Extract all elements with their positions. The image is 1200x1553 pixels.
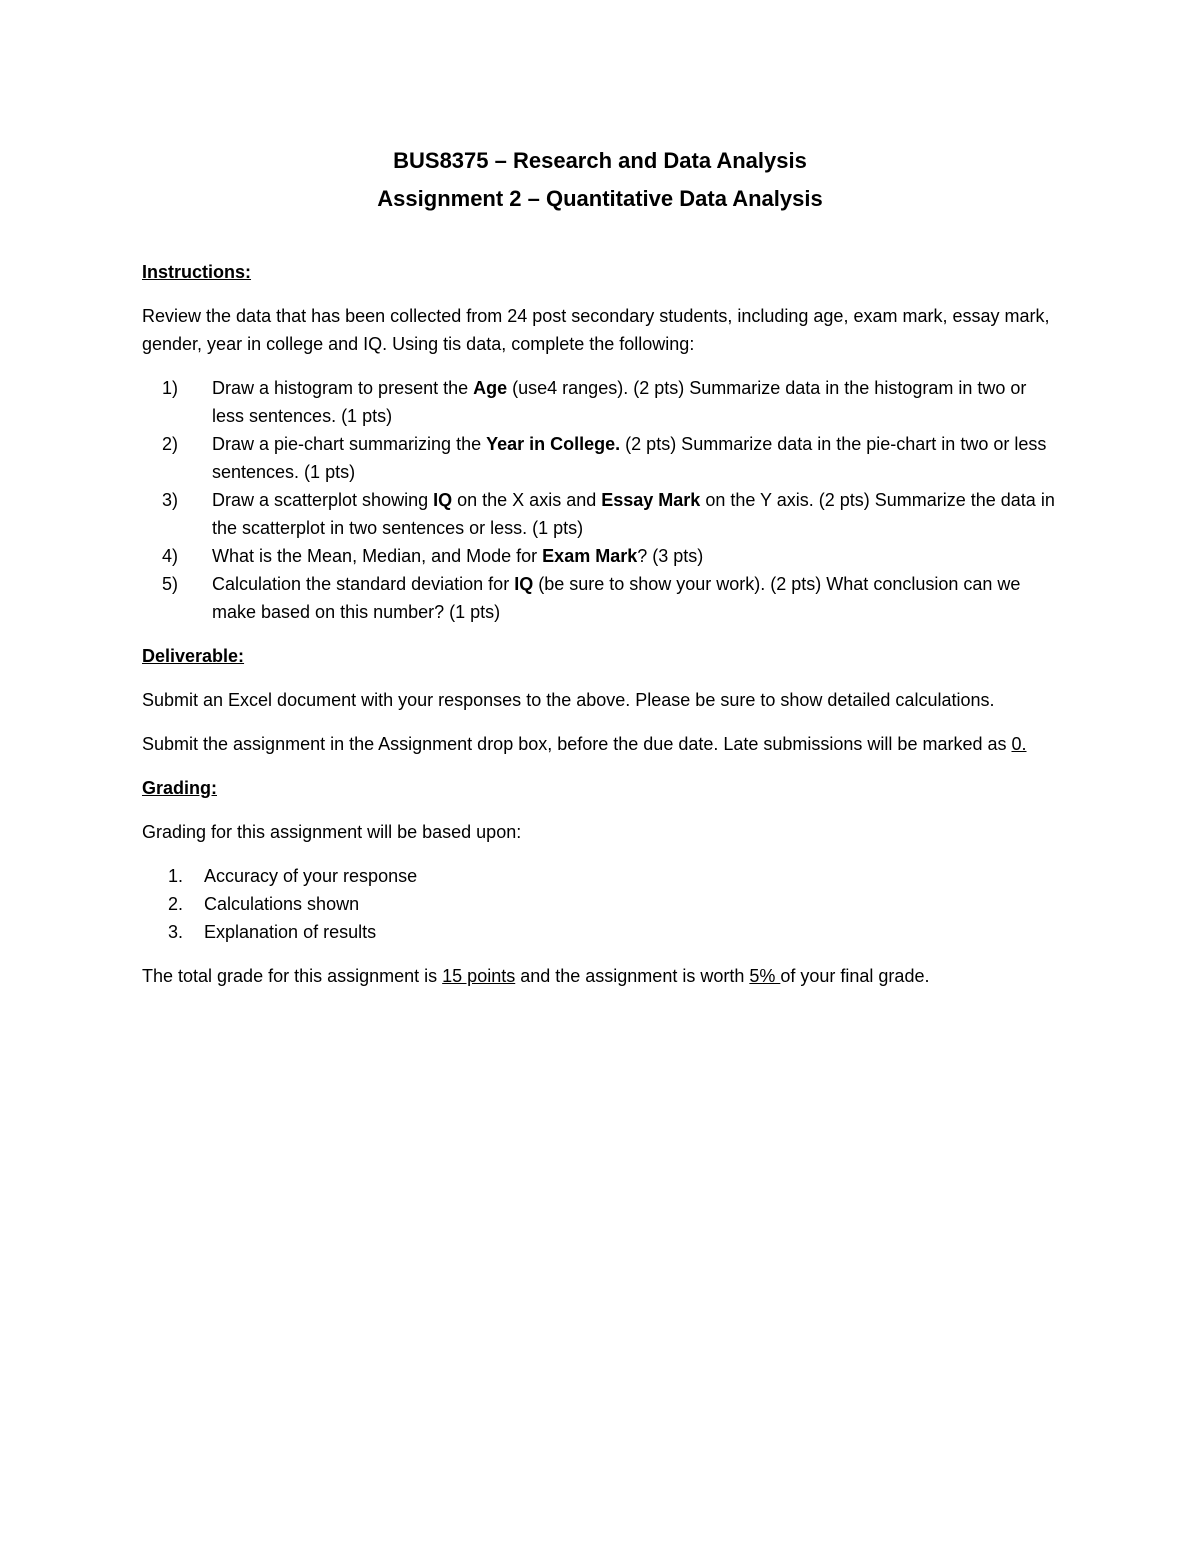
item-number: 3) (162, 490, 179, 510)
item-text: (be sure to show your work). (2 pts) What conclusion can we make based on this number? (1 pts) (212, 574, 1021, 622)
total-percent: 5% (749, 966, 781, 986)
instructions-heading: Instructions: (142, 262, 252, 282)
item-text: Draw a scatterplot showing (212, 490, 434, 510)
item-text: Draw a histogram to present the (212, 378, 474, 398)
item-bold-term: IQ (514, 574, 534, 594)
grading-item-1 (142, 862, 1062, 890)
item-text: Calculations shown (204, 894, 360, 914)
item-number: 1. (168, 866, 184, 886)
item-text: on the X axis and (452, 490, 602, 510)
item-number: 2) (162, 434, 179, 454)
item-text: (2 pts) Summarize data in the pie-chart in two or less sentences. (1 pts) (212, 434, 1047, 482)
instructions-list (142, 374, 1062, 626)
item-number: 3. (168, 922, 184, 942)
total-text: The total grade for this assignment is (142, 966, 443, 986)
item-text: Explanation of results (204, 922, 377, 942)
item-bold-term: Year in College. (486, 434, 621, 454)
item-number: 1) (162, 378, 179, 398)
grading-list (142, 862, 1062, 946)
document-body (142, 258, 1062, 1006)
item-bold-term: Essay Mark (601, 490, 701, 510)
total-points: 15 points (442, 966, 516, 986)
instruction-item-5 (142, 570, 1062, 626)
title-block (0, 142, 1200, 218)
assignment-title: Assignment 2 – Quantitative Data Analysis (377, 186, 823, 211)
deliverable-text: Submit the assignment in the Assignment drop box, before the due date. Late submissions will be marked as (142, 734, 1012, 754)
grading-intro: Grading for this assignment will be based upon: (142, 822, 522, 842)
item-number: 5) (162, 574, 179, 594)
deliverable-heading: Deliverable: (142, 646, 245, 666)
instruction-item-3 (142, 486, 1062, 542)
grading-heading: Grading: (142, 778, 217, 798)
total-text: of your final grade. (780, 966, 930, 986)
item-text: Draw a pie-chart summarizing the (212, 434, 487, 454)
item-bold-term: IQ (433, 490, 453, 510)
item-bold-term: Age (473, 378, 508, 398)
item-text: What is the Mean, Median, and Mode for (212, 546, 543, 566)
item-text: (use4 ranges). (2 pts) Summarize data in the histogram in two or less sentences. (1 pts) (212, 378, 1027, 426)
item-text: on the Y axis. (2 pts) Summarize the data in the scatterplot in two sentences or less. (1 pts) (212, 490, 1055, 538)
instruction-item-1 (142, 374, 1062, 430)
late-mark-value: 0. (1011, 734, 1027, 754)
deliverable-paragraph-1: Submit an Excel document with your responses to the above. Please be sure to show detailed calculations. (142, 690, 995, 710)
item-text: ? (3 pts) (637, 546, 704, 566)
item-number: 2. (168, 894, 184, 914)
instructions-intro: Review the data that has been collected from 24 post secondary students, including age, exam mark, essay mark, gender, year in college and IQ. Using tis data, complete the following: (142, 306, 1050, 354)
course-title: BUS8375 – Research and Data Analysis (393, 148, 807, 173)
instruction-item-2 (142, 430, 1062, 486)
grading-item-3 (142, 918, 1062, 946)
item-bold-term: Exam Mark (542, 546, 638, 566)
deliverable-paragraph-2 (142, 730, 1062, 758)
item-text: Calculation the standard deviation for (212, 574, 515, 594)
item-text: Accuracy of your response (204, 866, 418, 886)
grading-item-2 (142, 890, 1062, 918)
item-number: 4) (162, 546, 179, 566)
total-text: and the assignment is worth (515, 966, 750, 986)
total-grade-paragraph (142, 962, 1062, 990)
instruction-item-4 (142, 542, 1062, 570)
